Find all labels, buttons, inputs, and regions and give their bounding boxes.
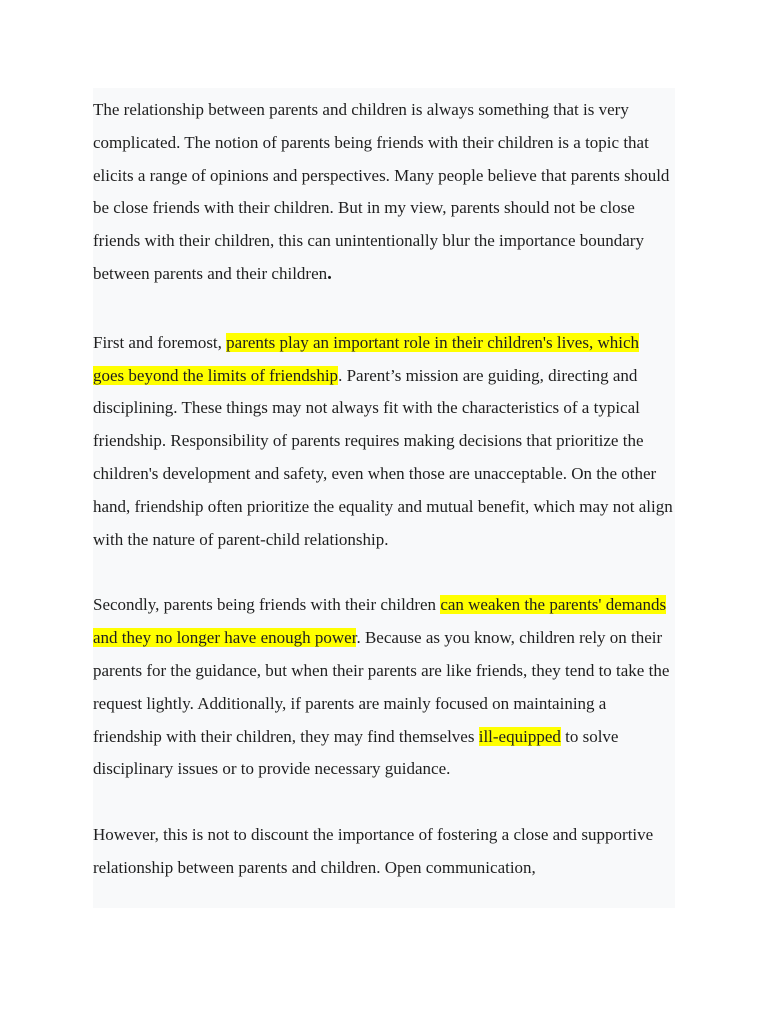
- paragraph-however-text: However, this is not to discount the importance of fostering a close and supportive relationship between parents and children. Open communication,: [93, 825, 654, 877]
- highlighted-text: parents play an important role in their children's lives, which goes beyond the limits of friendship: [93, 332, 639, 385]
- paragraph-second-point-middle: . Because as you know, children rely on their parents for the guidance, but when their parents are like friends, they tend to take the request lightly. Additionally, if parents are mainly focused on maintaining a friendship with their children, they may find themselves: [93, 628, 670, 746]
- paragraph-first-point-lead: First and foremost,: [93, 332, 227, 352]
- paragraph-first-point-rest: . Parent’s mission are guiding, directing and disciplining. These things may not always fit with the characteristics of a typical friendship. Responsibility of parents requires making decisions that prioritize the children's development and safety, even when those are unacceptable. On the other hand, friendship often prioritize the equality and mutual benefit, which may not align with the nature of parent-child relationship.: [93, 365, 673, 549]
- paragraph-second-point: [93, 589, 675, 786]
- paragraph-first-point: [93, 327, 675, 557]
- paragraph-intro-end-mark: .: [327, 262, 332, 284]
- paragraph-intro: [93, 94, 675, 291]
- highlighted-text: can weaken the parents' demands and they no longer have enough power: [93, 595, 667, 648]
- paragraph-however: [93, 819, 675, 885]
- document-body: [93, 88, 675, 908]
- paragraph-second-point-lead: Secondly, parents being friends with their children: [93, 595, 441, 615]
- paragraph-second-point-rest: to solve disciplinary issues or to provide necessary guidance.: [93, 726, 619, 779]
- paragraph-intro-text: The relationship between parents and children is always something that is very complicated. The notion of parents being friends with their children is a topic that elicits a range of opinions and perspectives. Many people believe that parents should be close friends with their children. But in my view, parents should not be close friends with their children, this can unintentionally blur the importance boundary between parents and their children: [93, 100, 670, 283]
- highlighted-text: ill-equipped: [478, 726, 561, 746]
